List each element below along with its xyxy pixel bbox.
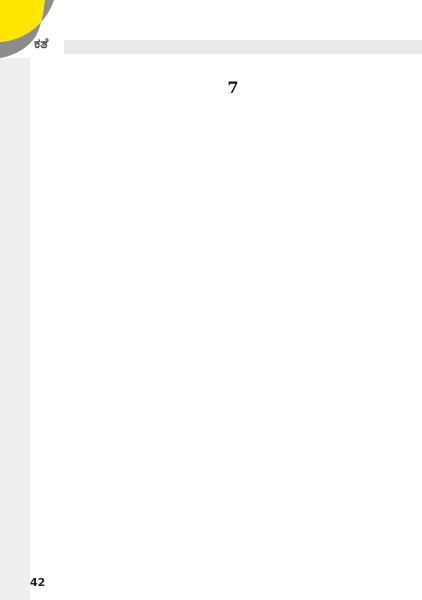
page-header — [34, 36, 422, 58]
section-title: ಕತೆ — [34, 36, 49, 52]
page-number: 42 — [30, 576, 46, 589]
page-body — [58, 70, 408, 105]
left-margin-band — [0, 58, 30, 600]
chapter-number: 7 — [227, 78, 239, 97]
header-band — [64, 40, 422, 54]
